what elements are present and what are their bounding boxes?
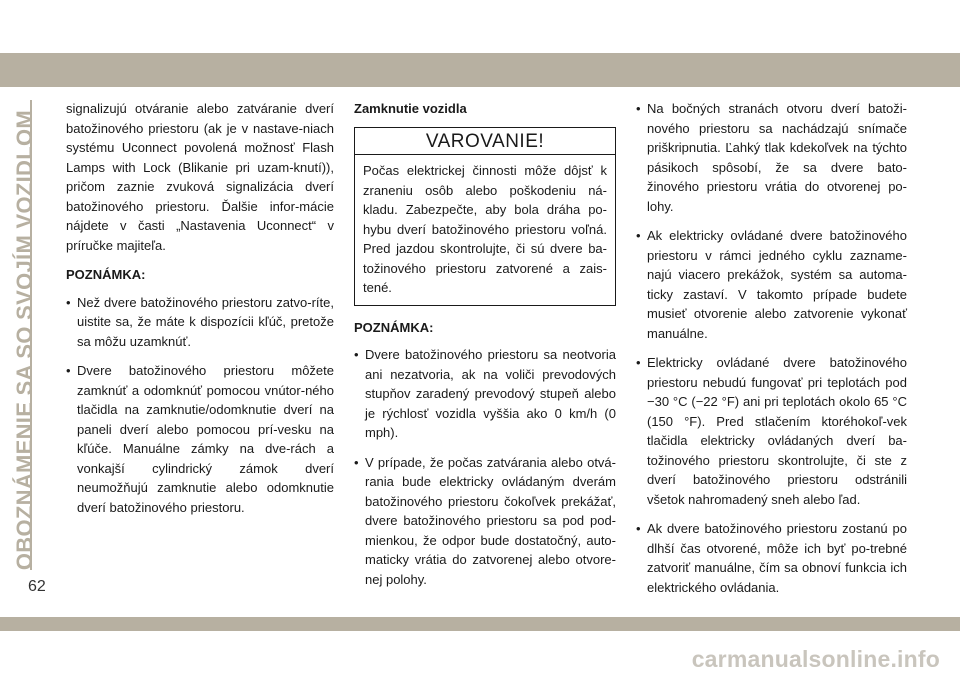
note-item: • Dvere batožinového priestoru sa neotvoria ani nezatvoria, ak na voliči prevodových stupňov zaradený prevodový stupeň alebo je rýchlosť vozidla vyššia ako 0 km/h (0 mph). xyxy=(354,345,616,443)
note-heading: POZNÁMKA: xyxy=(66,267,146,282)
watermark: carmanualsonline.info xyxy=(691,646,940,672)
note-item: • Ak dvere batožinového priestoru zostanú po dlhší čas otvorené, môže ich byť po-trebné zatvoriť manuálne, čím sa obnoví funkcia ich elektrického ovládania. xyxy=(636,519,907,597)
note-list xyxy=(66,293,334,518)
note-item: • V prípade, že počas zatvárania alebo otvá-rania bude elektricky ovládaným dverám batožinového priestoru čokoľvek prekážať, dvere batožinového priestoru sa pod pod-mienkou, že odpor bude dostatočný, auto-maticky vrátia do zatvorenej alebo otvore-nej polohy. xyxy=(354,453,616,590)
column-1 xyxy=(66,99,334,527)
note-heading: POZNÁMKA: xyxy=(354,319,434,335)
column-2 xyxy=(354,99,616,599)
note-item: • Elektricky ovládané dvere batožinového priestoru nebudú fungovať pri teplotách pod −30 °C (−22 °F) ani pri teplotách okolo 65 °C (150 °F). Pred stlačením ktoréhokoľ-vek tlačidla elektricky ovládaných dverí ba-tožinového priestoru skontrolujte, či ste z dverí batožinového priestoru odstránili všetok nahromadený sneh alebo ľad. xyxy=(636,353,907,509)
note-list xyxy=(354,345,616,589)
warning-text: Počas elektrickej činnosti môže dôjsť k zraneniu osôb alebo poškodeniu ná-kladu. Zabezpečte, aby bola dráha po-hybu dverí batožinového priestoru voľná. Pred jazdou skontrolujte, či sú dvere ba-tožinového priestoru zatvorené a zais-tené. xyxy=(363,163,607,295)
header-band xyxy=(0,53,960,87)
note-item: • Ak elektricky ovládané dvere batožinového priestoru v rámci jedného cyklu zazname-najú viacero prekážok, systém sa automa-ticky zastaví. V takomto prípade budete musieť otvorenie alebo zatvorenie vykonať manuálne. xyxy=(636,226,907,343)
note-list xyxy=(636,99,907,597)
page-number: 62 xyxy=(28,578,46,595)
column-3 xyxy=(636,99,907,607)
footer-band xyxy=(0,617,960,631)
section-title-text: OBOZNÁMENIE SA SO SVOJÍM VOZIDLOM xyxy=(12,109,37,570)
note-item: • Na bočných stranách otvoru dverí batoži-nového priestoru sa nachádzajú snímače priškripnutia. Ľahký tlak kdekoľvek na týchto pásikoch spôsobí, že sa dvere bato-žinového priestoru vrátia do otvorenej po-lohy. xyxy=(636,99,907,216)
warning-box xyxy=(354,127,616,306)
section-title xyxy=(11,95,39,570)
note-item: • Dvere batožinového priestoru môžete zamknúť a odomknúť pomocou vnútor-ného tlačidla na zamknutie/odomknutie dverí na paneli dverí alebo pomocou prí-vesku na kľúče. Manuálne zámky na dve-rách a vonkajší cylindrický zámok dverí neumožňujú zamknutie alebo odomknutie dverí batožinového priestoru. xyxy=(66,361,334,517)
warning-title: VAROVANIE! xyxy=(355,128,615,156)
intro-paragraph: signalizujú otváranie alebo zatváranie dverí batožinového priestoru (ak je v nastave-niach systému Uconnect povolená možnosť Flash Lamps with Lock (Blikanie pri uzam-knutí)), pričom zaznie zvuková signalizácia dverí batožinového priestoru. Ďalšie infor-mácie nájdete v časti „Nastavenia Uconnect“ v príručke majiteľa. xyxy=(66,101,334,253)
note-item: • Než dvere batožinového priestoru zatvo-ríte, uistite sa, že máte k dispozícii kľúč, pretože sa môžu uzamknúť. xyxy=(66,293,334,352)
section-heading: Zamknutie vozidla xyxy=(354,101,467,116)
